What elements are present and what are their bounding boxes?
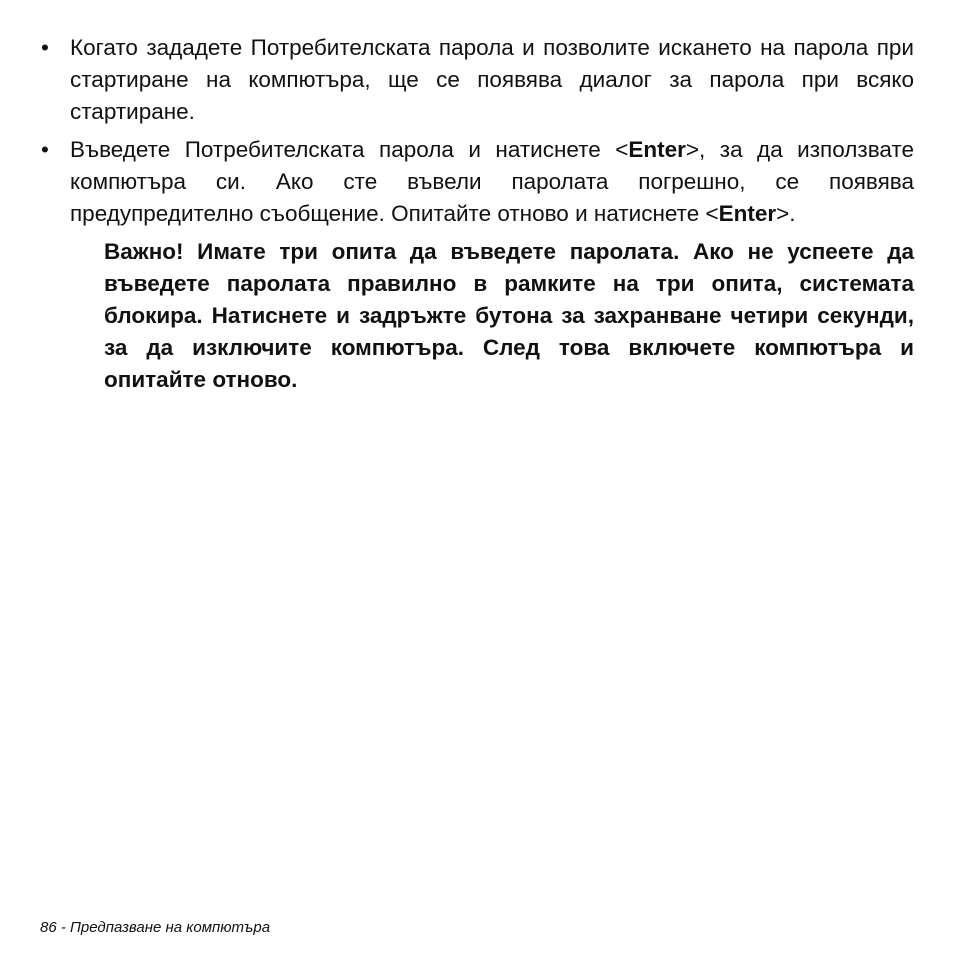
text-segment: >. bbox=[776, 201, 796, 226]
text-segment: Въведете Потребителската парола и натиснете < bbox=[70, 137, 629, 162]
list-item bbox=[38, 32, 914, 128]
bullet-text bbox=[70, 137, 914, 226]
document-body bbox=[38, 32, 914, 396]
bullet-marker: • bbox=[41, 137, 49, 162]
bullet-list bbox=[38, 32, 914, 230]
bullet-text: Когато зададете Потребителската парола и позволите искането на парола при стартиране на компютъра, ще се появява диалог за парола при всяко стартиране. bbox=[70, 35, 914, 124]
page-footer: 86 - Предпазване на компютъра bbox=[40, 919, 271, 936]
key-name: Enter bbox=[628, 137, 686, 162]
text-segment: >, за да използвате компютъра си. Ако сте въвели паролата погрешно, се появява предупредително съобщение. Опитайте отново и натиснете < bbox=[70, 137, 914, 226]
list-item bbox=[38, 134, 914, 230]
bullet-marker: • bbox=[41, 35, 49, 60]
important-note: Важно! Имате три опита да въведете паролата. Ако не успеете да въведете паролата правилно в рамките на три опита, системата блокира. Натиснете и задръжте бутона за захранване четири секунди, за да изключите компютъра. След това включете компютъра и опитайте отново. bbox=[104, 239, 914, 392]
key-name: Enter bbox=[718, 201, 777, 226]
